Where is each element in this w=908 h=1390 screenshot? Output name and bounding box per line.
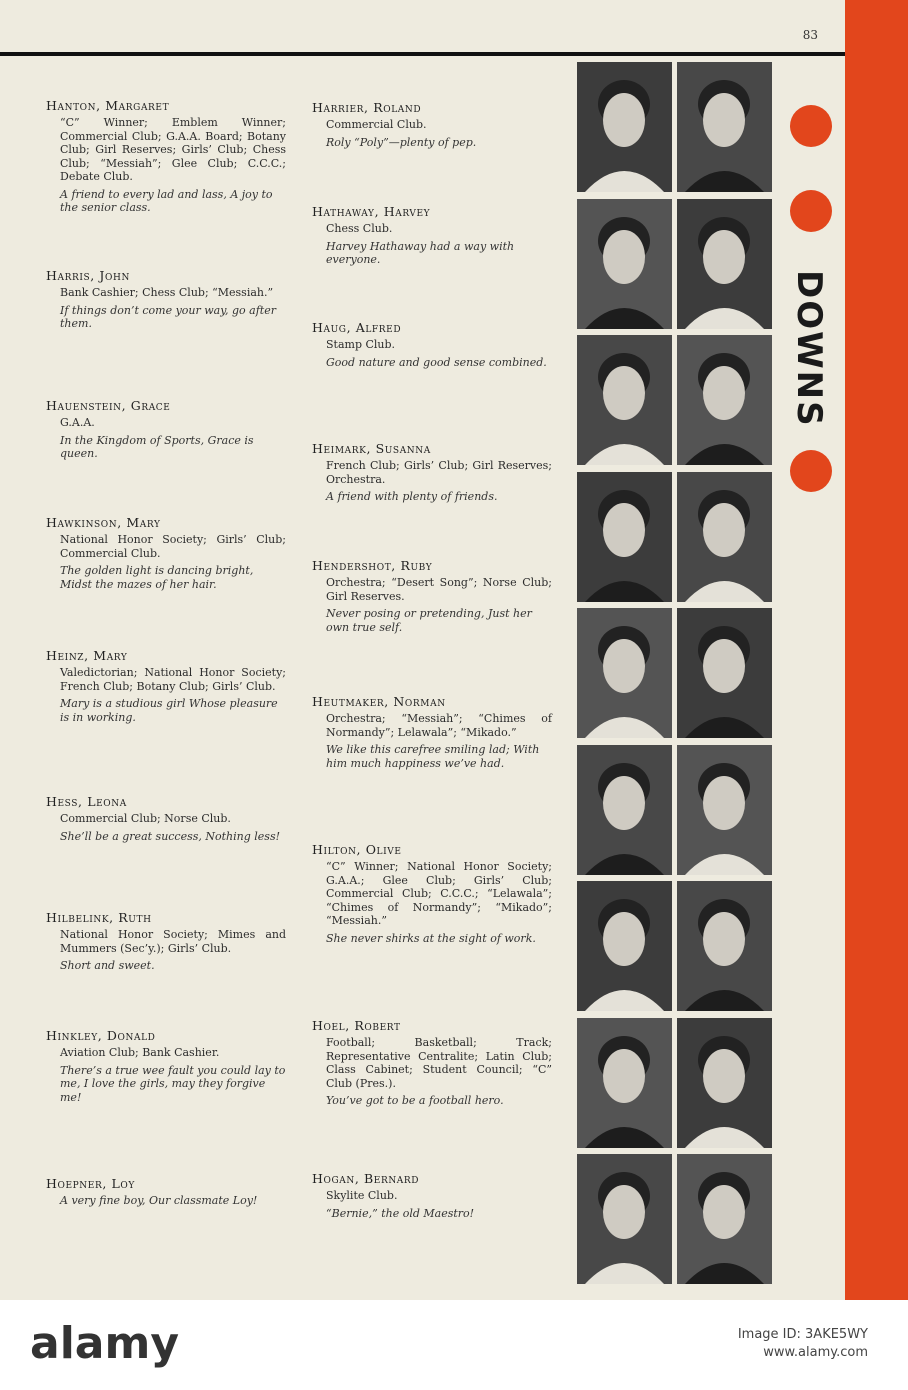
portrait-photo	[577, 1018, 672, 1148]
student-quote: Never posing or pretending, Just her own true self.	[326, 607, 532, 634]
student-name: Hauenstein, Grace	[46, 398, 171, 413]
student-name: Harris, John	[46, 268, 130, 283]
brand-logo: alamy	[30, 1318, 179, 1369]
student-activities: Commercial Club.	[326, 118, 427, 131]
portrait-photo	[677, 1018, 772, 1148]
student-activities: French Club; Girls’ Club; Girl Reserves; Orchestra.	[326, 459, 552, 486]
entry-hilbelink-ruth	[46, 910, 286, 973]
entry-hoepner-loy	[46, 1176, 286, 1208]
student-quote: Mary is a studious girl Whose pleasure is in working.	[60, 697, 278, 724]
student-quote: Good nature and good sense combined.	[326, 355, 547, 369]
side-label-text: DOWNS	[789, 270, 829, 428]
entry-hendershot-ruby	[312, 558, 552, 634]
student-activities: Stamp Club.	[326, 338, 396, 351]
portrait-photo	[577, 335, 672, 465]
entry-hawkinson-mary	[46, 515, 286, 591]
entry-hinkley-donald	[46, 1028, 286, 1104]
student-quote: She never shirks at the sight of work.	[326, 931, 536, 945]
portrait-photo	[677, 335, 772, 465]
entry-hoel-robert	[312, 1018, 552, 1108]
portrait-photo	[577, 199, 672, 329]
portrait-photo	[677, 1154, 772, 1284]
entry-harrier-roland	[312, 100, 552, 149]
student-name: Hilton, Olive	[312, 842, 402, 857]
student-activities: “C” Winner; National Honor Society; G.A.A.; Glee Club; Girls’ Club; Commercial Club; C.C.C.; “Lelawala”; “Chimes of Normandy”; “Mikado”; “Messiah.”	[326, 860, 552, 927]
student-name: Haug, Alfred	[312, 320, 402, 335]
student-quote: “Bernie,” the old Maestro!	[326, 1206, 475, 1220]
portrait-photo	[577, 745, 672, 875]
orange-dot	[790, 105, 832, 147]
portrait-photo	[577, 881, 672, 1011]
student-quote: Harvey Hathaway had a way with everyone.	[326, 239, 515, 266]
student-quote: Roly “Poly”—plenty of pep.	[326, 135, 477, 149]
portrait-photo	[677, 199, 772, 329]
portrait-photo	[677, 472, 772, 602]
student-name: Hoepner, Loy	[46, 1176, 135, 1191]
student-name: Hinkley, Donald	[46, 1028, 156, 1043]
portrait-photo	[577, 608, 672, 738]
entry-hess-leona	[46, 794, 286, 843]
entry-heimark-susanna	[312, 441, 552, 504]
student-quote: We like this carefree smiling lad; With him much happiness we’ve had.	[326, 743, 540, 770]
student-activities: Bank Cashier; Chess Club; “Messiah.”	[60, 286, 274, 299]
student-activities: Orchestra; “Desert Song”; Norse Club; Girl Reserves.	[326, 576, 552, 603]
site-url: www.alamy.com	[763, 1345, 868, 1360]
student-name: Hoel, Robert	[312, 1018, 401, 1033]
student-activities: G.A.A.	[60, 416, 95, 429]
student-name: Harrier, Roland	[312, 100, 422, 115]
entry-hogan-bernard	[312, 1171, 552, 1220]
student-quote: She’ll be a great success, Nothing less!	[60, 829, 281, 843]
student-quote: If things don’t come your way, go after them.	[60, 303, 276, 330]
portrait-photo	[677, 62, 772, 192]
entry-harris-john	[46, 268, 286, 331]
student-activities: National Honor Society; Mimes and Mummers (Sec’y.); Girls’ Club.	[60, 928, 286, 955]
portrait-photo	[577, 1154, 672, 1284]
portrait-photo	[577, 472, 672, 602]
student-quote: There’s a true wee fault you could lay to me, I love the girls, may they forgive me!	[60, 1063, 286, 1104]
footer-info	[738, 1326, 868, 1362]
portrait-photo	[577, 62, 672, 192]
entry-hilton-olive	[312, 842, 552, 945]
student-quote: You’ve got to be a football hero.	[326, 1094, 504, 1107]
student-activities: Commercial Club; Norse Club.	[60, 812, 231, 825]
entry-heinz-mary	[46, 648, 286, 724]
student-activities: Aviation Club; Bank Cashier.	[60, 1046, 220, 1059]
student-name: Hilbelink, Ruth	[46, 910, 152, 925]
student-quote: In the Kingdom of Sports, Grace is queen.	[60, 433, 254, 460]
entry-haug-alfred	[312, 320, 552, 369]
student-quote: Short and sweet.	[60, 959, 155, 972]
student-activities: Chess Club.	[326, 222, 393, 235]
student-name: Hawkinson, Mary	[46, 515, 161, 530]
student-activities: Valedictorian; National Honor Society; French Club; Botany Club; Girls’ Club.	[60, 666, 286, 693]
student-name: Hanton, Margaret	[46, 98, 170, 113]
student-quote: A friend with plenty of friends.	[326, 490, 498, 503]
image-id: Image ID: 3AKE5WY	[737, 1327, 868, 1342]
student-quote: A very fine boy, Our classmate Loy!	[60, 1194, 258, 1207]
student-name: Hendershot, Ruby	[312, 558, 433, 573]
student-activities: Skylite Club.	[326, 1189, 398, 1202]
portrait-photo	[677, 608, 772, 738]
student-name: Hogan, Bernard	[312, 1171, 420, 1186]
entry-hathaway-harvey	[312, 204, 552, 267]
student-name: Heinz, Mary	[46, 648, 128, 663]
student-activities: National Honor Society; Girls’ Club; Commercial Club.	[60, 533, 286, 560]
orange-dot	[790, 450, 832, 492]
header-rule	[0, 52, 845, 56]
student-name: Heimark, Susanna	[312, 441, 431, 456]
orange-dot	[790, 190, 832, 232]
entry-hauenstein-grace	[46, 398, 286, 461]
student-quote: A friend to every lad and lass, A joy to the senior class.	[60, 187, 273, 214]
entry-heutmaker-norman	[312, 694, 552, 770]
student-activities: “C” Winner; Emblem Winner; Commercial Club; G.A.A. Board; Botany Club; Girl Reserves; Girls’ Club; Chess Club; “Messiah”; Glee Club; C.C.C.; Debate Club.	[60, 116, 286, 183]
entry-hanton-margaret	[46, 98, 286, 215]
side-label	[780, 265, 840, 435]
student-name: Heutmaker, Norman	[312, 694, 446, 709]
student-quote: The golden light is dancing bright, Midst the mazes of her hair.	[60, 564, 254, 591]
page-number: 83	[802, 28, 818, 42]
portrait-photo	[677, 745, 772, 875]
orange-sidebar	[845, 0, 908, 1300]
student-name: Hathaway, Harvey	[312, 204, 431, 219]
student-activities: Football; Basketball; Track; Representative Centralite; Latin Club; Class Cabinet; Student Council; “C” Club (Pres.).	[326, 1036, 552, 1090]
student-activities: Orchestra; “Messiah”; “Chimes of Normandy”; Lelawala”; “Mikado.”	[326, 712, 552, 739]
stock-footer	[0, 1300, 908, 1390]
student-name: Hess, Leona	[46, 794, 127, 809]
portrait-photo	[677, 881, 772, 1011]
